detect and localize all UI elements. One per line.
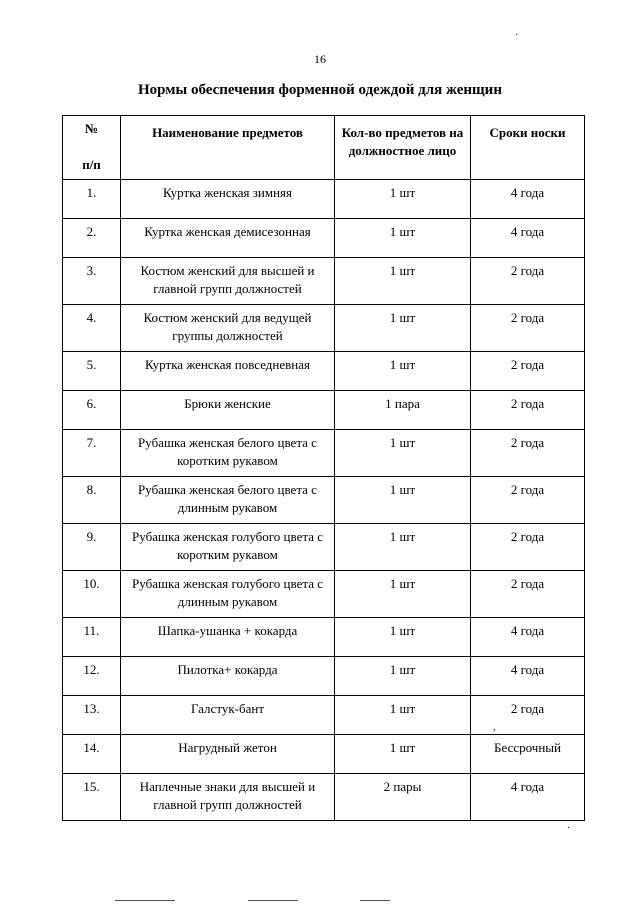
scan-edge-line — [115, 900, 175, 901]
row-quantity: 1 шт — [335, 657, 471, 696]
row-quantity: 1 шт — [335, 430, 471, 477]
table-row — [63, 305, 585, 352]
row-quantity: 1 шт — [335, 180, 471, 219]
table-row — [63, 430, 585, 477]
row-number: 5. — [63, 352, 121, 391]
table-header-row — [63, 116, 585, 180]
row-quantity: 1 шт — [335, 571, 471, 618]
row-wear-term: 2 года — [471, 258, 585, 305]
row-wear-term: 4 года — [471, 657, 585, 696]
row-number: 1. — [63, 180, 121, 219]
row-number: 2. — [63, 219, 121, 258]
row-quantity: 1 шт — [335, 696, 471, 735]
row-wear-term: 2 года — [471, 477, 585, 524]
row-wear-term: 2 года — [471, 352, 585, 391]
row-item-name: Куртка женская зимняя — [121, 180, 335, 219]
table-row — [63, 477, 585, 524]
row-wear-term: 4 года — [471, 618, 585, 657]
row-item-name: Рубашка женская белого цвета с длинным рукавом — [121, 477, 335, 524]
row-wear-term: 2 года — [471, 391, 585, 430]
row-item-name: Наплечные знаки для высшей и главной групп должностей — [121, 774, 335, 821]
header-number-abbr: п/п — [82, 157, 101, 172]
header-quantity: Кол-во предметов на должностное лицо — [335, 116, 471, 180]
row-number: 9. — [63, 524, 121, 571]
row-wear-term: 2 года — [471, 430, 585, 477]
row-quantity: 1 шт — [335, 352, 471, 391]
row-wear-term: 4 года — [471, 219, 585, 258]
table-row — [63, 352, 585, 391]
pen-mark: , — [493, 722, 496, 733]
page-title: Нормы обеспечения форменной одеждой для женщин — [138, 82, 502, 98]
row-item-name: Нагрудный жетон — [121, 735, 335, 774]
table-row — [63, 524, 585, 571]
table-row — [63, 571, 585, 618]
row-item-name: Рубашка женская белого цвета с коротким рукавом — [121, 430, 335, 477]
row-item-name: Брюки женские — [121, 391, 335, 430]
table-row — [63, 735, 585, 774]
header-number — [63, 116, 121, 180]
row-wear-term: 4 года — [471, 774, 585, 821]
table-row — [63, 657, 585, 696]
row-wear-term: 2 года — [471, 524, 585, 571]
table-row — [63, 180, 585, 219]
row-quantity: 1 шт — [335, 524, 471, 571]
row-number: 11. — [63, 618, 121, 657]
scan-speck: · — [567, 823, 571, 834]
table-row — [63, 774, 585, 821]
scan-speck: · — [515, 30, 519, 41]
header-wear-term: Сроки носки — [471, 116, 585, 180]
row-quantity: 1 пара — [335, 391, 471, 430]
row-number: 15. — [63, 774, 121, 821]
row-wear-term: Бессрочный — [471, 735, 585, 774]
row-number: 7. — [63, 430, 121, 477]
table-row — [63, 618, 585, 657]
row-item-name: Рубашка женская голубого цвета с коротким рукавом — [121, 524, 335, 571]
row-wear-term: 2 года — [471, 305, 585, 352]
row-number: 8. — [63, 477, 121, 524]
row-item-name: Галстук-бант — [121, 696, 335, 735]
table-row — [63, 258, 585, 305]
row-item-name: Костюм женский для ведущей группы должностей — [121, 305, 335, 352]
table-row — [63, 219, 585, 258]
table-row — [63, 391, 585, 430]
row-wear-term: 2 года — [471, 696, 585, 735]
row-number: 12. — [63, 657, 121, 696]
row-item-name: Пилотка+ кокарда — [121, 657, 335, 696]
page-number: 16 — [314, 52, 326, 66]
row-quantity: 1 шт — [335, 735, 471, 774]
row-number: 4. — [63, 305, 121, 352]
header-number-sign: № — [84, 121, 99, 136]
row-quantity: 1 шт — [335, 305, 471, 352]
header-item-name: Наименование предметов — [121, 116, 335, 180]
row-quantity: 1 шт — [335, 477, 471, 524]
row-item-name: Костюм женский для высшей и главной групп должностей — [121, 258, 335, 305]
row-number: 10. — [63, 571, 121, 618]
row-quantity: 1 шт — [335, 258, 471, 305]
row-wear-term: 2 года — [471, 571, 585, 618]
row-quantity: 1 шт — [335, 618, 471, 657]
row-item-name: Куртка женская демисезонная — [121, 219, 335, 258]
row-number: 6. — [63, 391, 121, 430]
row-quantity: 1 шт — [335, 219, 471, 258]
row-number: 14. — [63, 735, 121, 774]
norms-table — [62, 115, 585, 821]
table-row — [63, 696, 585, 735]
row-item-name: Шапка-ушанка + кокарда — [121, 618, 335, 657]
scan-edge-line — [248, 900, 298, 901]
scan-edge-line — [360, 900, 390, 901]
row-number: 13. — [63, 696, 121, 735]
row-quantity: 2 пары — [335, 774, 471, 821]
row-wear-term: 4 года — [471, 180, 585, 219]
row-number: 3. — [63, 258, 121, 305]
row-item-name: Куртка женская повседневная — [121, 352, 335, 391]
row-item-name: Рубашка женская голубого цвета с длинным рукавом — [121, 571, 335, 618]
